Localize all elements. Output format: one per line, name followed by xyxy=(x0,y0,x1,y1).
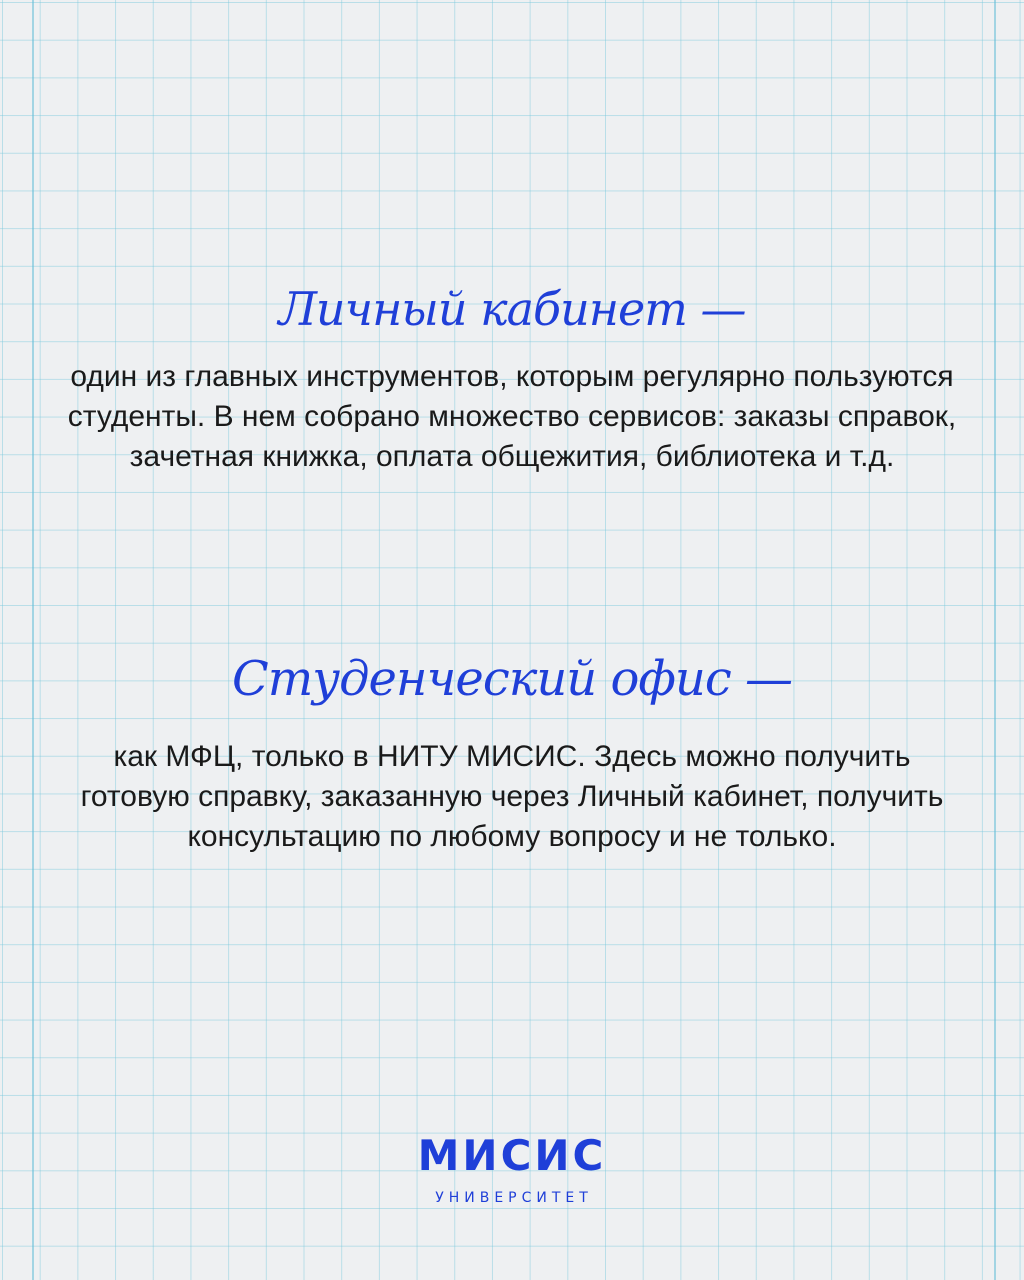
logo-subtitle: УНИВЕРСИТЕТ xyxy=(435,1190,593,1206)
student-office-description: как МФЦ, только в НИТУ МИСИС. Здесь можно получить готовую справку, заказанную через Личный кабинет, получить консультацию по любому вопросу и не только. xyxy=(80,740,944,853)
heading-student-office: Студенческий офис — xyxy=(232,651,792,707)
personal-account-description: один из главных инструментов, которым регулярно пользуются студенты. В нем собрано множество сервисов: заказы справок, зачетная книжка, оплата общежития, библиотека и т.д. xyxy=(67,360,957,473)
logo-name: МИСИС xyxy=(417,1131,607,1180)
heading-personal-account: Личный кабинет — xyxy=(278,282,746,336)
grid-margin-left xyxy=(32,0,34,1280)
grid-margin-right xyxy=(994,0,996,1280)
misis-logo xyxy=(0,1132,1024,1206)
